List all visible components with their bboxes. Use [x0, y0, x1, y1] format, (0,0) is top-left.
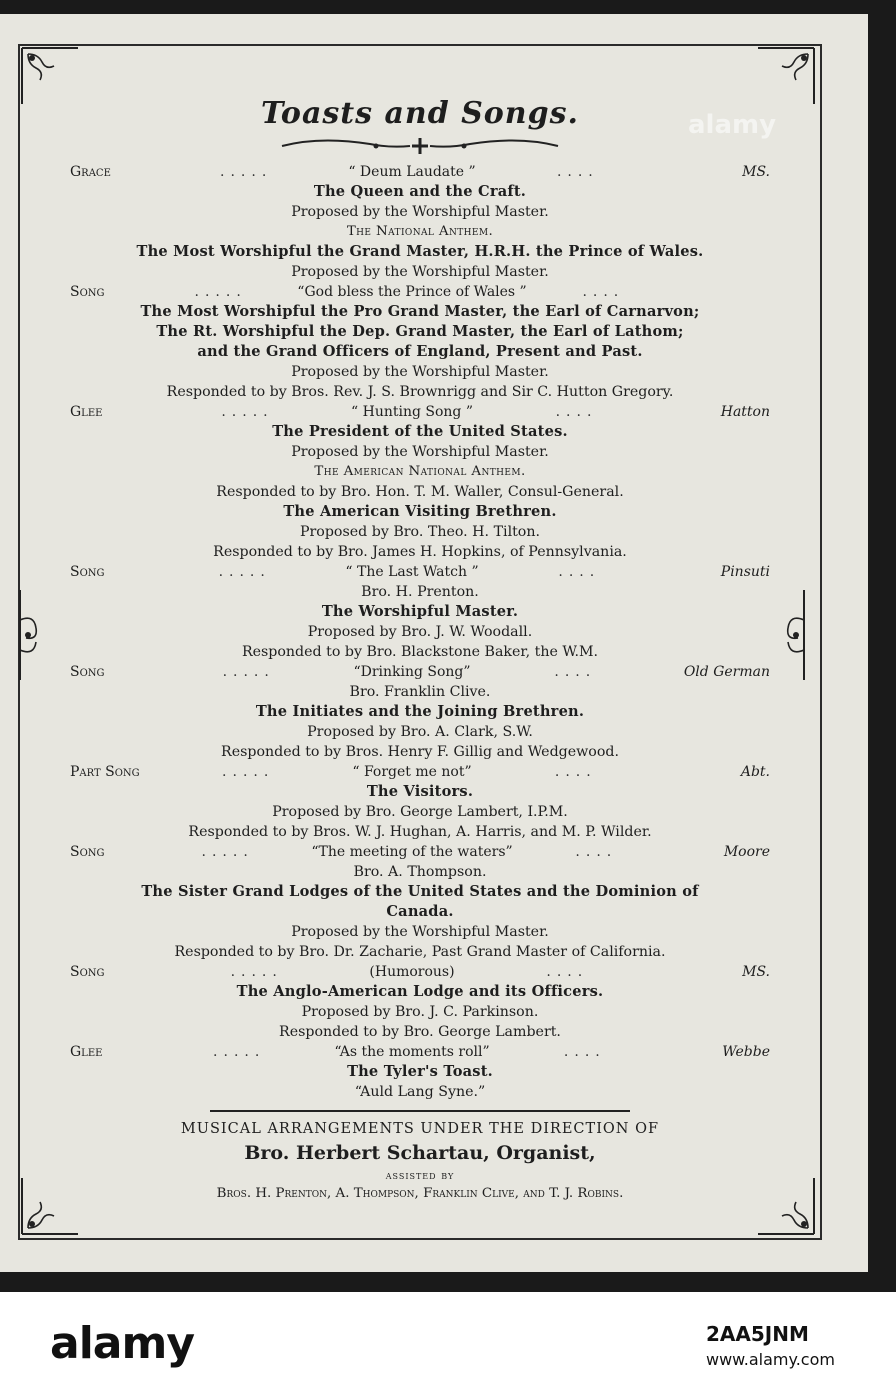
leader-dots: ....: [582, 284, 625, 300]
song-row: [70, 282, 770, 302]
song-title: “ Deum Laudate ”: [348, 164, 476, 180]
toast-detail: Proposed by Bro. Theo. H. Tilton.: [299, 524, 541, 540]
toast-list: [70, 162, 770, 1102]
toast-detail: Responded to by Bros. Henry F. Gillig and Wedgewood.: [221, 744, 619, 760]
title-flourish-icon: [70, 136, 770, 158]
watermark-url: www.alamy.com: [706, 1350, 835, 1369]
menu-page: [0, 14, 868, 1272]
toast-heading: and the Grand Officers of England, Present and Past.: [197, 343, 643, 360]
toast-heading: The Most Worshipful the Grand Master, H.R.H. the Prince of Wales.: [136, 243, 704, 260]
song-label: Song: [70, 564, 105, 580]
song-label: Glee: [70, 404, 103, 420]
leader-dots: .....: [218, 564, 271, 580]
song-title: “As the moments roll”: [334, 1044, 490, 1060]
song-composer: MS.: [742, 964, 770, 980]
toast-detail: Proposed by Bro. George Lambert, I.P.M.: [272, 804, 568, 820]
song-composer: Webbe: [722, 1044, 771, 1060]
watermark-image-id: 2AA5JNM: [706, 1322, 809, 1346]
toast-heading: The President of the United States.: [272, 423, 568, 440]
song-composer: Abt.: [740, 764, 770, 780]
leader-dots: .....: [194, 284, 247, 300]
toast-detail: Responded to by Bro. Dr. Zacharie, Past Grand Master of California.: [174, 944, 666, 960]
leader-dots: ....: [554, 764, 597, 780]
toast-detail: Responded to by Bro. George Lambert.: [279, 1024, 561, 1040]
leader-dots: ....: [546, 964, 589, 980]
toast-detail: Proposed by the Worshipful Master.: [291, 444, 549, 460]
toast-detail: Bro. H. Prenton.: [361, 584, 479, 600]
song-row: [70, 762, 770, 782]
leader-dots: .....: [221, 404, 274, 420]
toast-detail: Responded to by Bro. Blackstone Baker, the W.M.: [241, 644, 599, 660]
song-composer: Hatton: [720, 404, 770, 420]
toast-detail: Proposed by the Worshipful Master.: [291, 924, 549, 940]
toast-detail: Proposed by the Worshipful Master.: [291, 204, 549, 220]
side-ornament-right-icon: [782, 590, 816, 680]
leader-dots: ....: [563, 1044, 606, 1060]
song-row: [70, 662, 770, 682]
toast-heading: The Rt. Worshipful the Dep. Grand Master, the Earl of Lathom;: [156, 323, 684, 340]
song-row: [70, 842, 770, 862]
song-label: Song: [70, 664, 105, 680]
leader-dots: .....: [220, 164, 273, 180]
song-composer: Pinsuti: [720, 564, 770, 580]
leader-dots: ....: [556, 164, 599, 180]
toast-detail: Bro. Franklin Clive.: [349, 684, 491, 700]
watermark-logo: alamy: [50, 1318, 194, 1369]
leader-dots: ....: [575, 844, 618, 860]
toast-heading: The Most Worshipful the Pro Grand Master, the Earl of Carnarvon;: [140, 303, 700, 320]
toast-detail: Bro. A. Thompson.: [353, 864, 487, 880]
toast-detail: Proposed by the Worshipful Master.: [291, 264, 549, 280]
toast-detail: “Auld Lang Syne.”: [354, 1084, 486, 1100]
leader-dots: ....: [555, 404, 598, 420]
toast-heading: The American Visiting Brethren.: [283, 503, 557, 520]
song-row: [70, 962, 770, 982]
assisted-by: assisted by: [385, 1168, 455, 1182]
song-row: [70, 402, 770, 422]
toast-detail: Responded to by Bros. W. J. Hughan, A. Harris, and M. P. Wilder.: [188, 824, 652, 840]
song-label: Glee: [70, 1044, 103, 1060]
leader-dots: .....: [222, 664, 275, 680]
toast-heading: The Worshipful Master.: [321, 603, 519, 620]
song-title: “Drinking Song”: [353, 664, 471, 680]
assistants-list: Bros. H. Prenton, A. Thompson, Franklin Clive, and T. J. Robins.: [216, 1186, 624, 1201]
song-title: “ Hunting Song ”: [351, 404, 473, 420]
toast-heading: The Queen and the Craft.: [313, 183, 527, 200]
toast-detail: Proposed by Bro. J. C. Parkinson.: [301, 1004, 539, 1020]
footer-rule: [210, 1110, 630, 1112]
song-composer: Moore: [723, 844, 770, 860]
toast-detail: Proposed by Bro. A. Clark, S.W.: [307, 724, 533, 740]
toast-heading: The Visitors.: [366, 783, 474, 800]
toast-detail: Responded to by Bros. Rev. J. S. Brownrigg and Sir C. Hutton Gregory.: [166, 384, 674, 400]
leader-dots: .....: [222, 764, 275, 780]
toast-detail: Proposed by Bro. J. W. Woodall.: [307, 624, 533, 640]
toast-heading: The Initiates and the Joining Brethren.: [255, 703, 585, 720]
song-label: Grace: [70, 164, 111, 180]
leader-dots: ....: [554, 664, 597, 680]
watermark-overlay: alamy: [688, 110, 777, 140]
song-composer: Old German: [683, 664, 770, 680]
leader-dots: .....: [213, 1044, 266, 1060]
toast-heading: The Anglo-American Lodge and its Officers.: [236, 983, 604, 1000]
toast-heading: Canada.: [386, 903, 454, 920]
anthem-line: The American National Anthem.: [314, 464, 526, 479]
page-title: Toasts and Songs.: [261, 96, 579, 131]
song-row: [70, 162, 770, 182]
toast-detail: Responded to by Bro. James H. Hopkins, of Pennsylvania.: [213, 544, 627, 560]
menu-content: [70, 80, 770, 1204]
song-title: “ The Last Watch ”: [345, 564, 479, 580]
song-title: “God bless the Prince of Wales ”: [297, 284, 527, 300]
song-title: “ Forget me not”: [352, 764, 472, 780]
song-row: [70, 562, 770, 582]
song-title: “The meeting of the waters”: [311, 844, 513, 860]
song-row: [70, 1042, 770, 1062]
leader-dots: .....: [201, 844, 254, 860]
song-label: Part Song: [70, 764, 140, 780]
organist-name: Bro. Herbert Schartau, Organist,: [244, 1142, 596, 1164]
leader-dots: ....: [558, 564, 601, 580]
side-ornament-left-icon: [8, 590, 42, 680]
toast-detail: Proposed by the Worshipful Master.: [291, 364, 549, 380]
song-composer: MS.: [742, 164, 771, 180]
toast-detail: Responded to by Bro. Hon. T. M. Waller, Consul-General.: [216, 484, 624, 500]
song-label: Song: [70, 844, 105, 860]
song-title: (Humorous): [369, 964, 455, 980]
song-label: Song: [70, 284, 105, 300]
toast-heading: The Tyler's Toast.: [347, 1063, 493, 1080]
song-label: Song: [70, 964, 105, 980]
anthem-line: The National Anthem.: [346, 224, 494, 239]
toast-heading: The Sister Grand Lodges of the United States and the Dominion of: [141, 883, 699, 900]
footer-heading: MUSICAL ARRANGEMENTS UNDER THE DIRECTION OF: [180, 1121, 660, 1137]
leader-dots: .....: [230, 964, 283, 980]
